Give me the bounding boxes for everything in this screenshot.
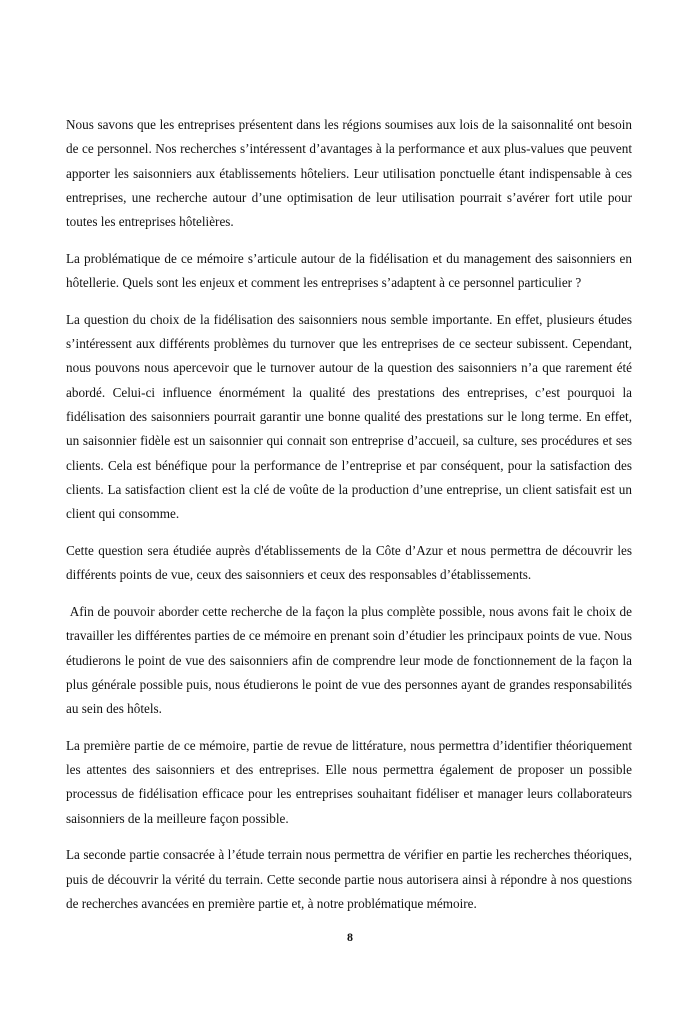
paragraph-approach: Afin de pouvoir aborder cette recherche de la façon la plus complète possible, nous avons fait le choix de travailler les différentes parties de ce mémoire en prenant soin d’étudier les principaux points de vue. Nous étudierons le point de vue des saisonniers afin de comprendre leur mode de fonctionnement de la façon la plus générale possible puis, nous étudierons le point de vue des personnes ayant de grandes responsabilités au sein des hôtels. [66,603,636,717]
document-body [66,113,636,929]
paragraph-study-location: Cette question sera étudiée auprès d'établissements de la Côte d’Azur et nous permettra de découvrir les différents points de vue, ceux des saisonniers et ceux des responsables d’établissements. [66,542,632,583]
paragraph-context: Nous savons que les entreprises présentent dans les régions soumises aux lois de la saisonnalité ont besoin de ce personnel. Nos recherches s’intéressent d’avantages à la performance et aux plus-values que peuvent apporter les saisonniers aux établissements hôteliers. Leur utilisation ponctuelle étant indispensable à ces entreprises, une recherche autour d’une optimisation de leur utilisation pourrait s’avérer fort utile pour toutes les entreprises hôtelières. [66,117,632,230]
paragraph-question-choice: La question du choix de la fidélisation des saisonniers nous semble importante. En effet, plusieurs études s’intéressent aux différents problèmes du turnover que les entreprises de ce secteur subissent. Cependant, nous pouvons nous apercevoir que le turnover autour de la question des saisonniers n’a que rarement été abordé. Celui-ci influence énormément la qualité des prestations des entreprises, c’est pourquoi la fidélisation des saisonniers pourrait garantir une bonne qualité des prestations sur le long terme. En effet, un saisonnier fidèle est un saisonnier qui connait son entreprise d’accueil, sa culture, ses procédures et ses clients. Cela est bénéfique pour la performance de l’entreprise et par conséquent, pour la satisfaction des clients. La satisfaction client est la clé de voûte de la production d’une entreprise, un client satisfait est un client qui consomme. [66,311,632,522]
page-number: 8 [347,930,353,944]
paragraph-part-one: La première partie de ce mémoire, partie de revue de littérature, nous permettra d’identifier théoriquement les attentes des saisonniers et des entreprises. Elle nous permettra également de proposer un possible processus de fidélisation efficace pour les entreprises souhaitant fidéliser et manager leurs collaborateurs saisonniers de la meilleure façon possible. [66,737,632,826]
paragraph-problematic: La problématique de ce mémoire s’articule autour de la fidélisation et du management des saisonniers en hôtellerie. Quels sont les enjeux et comment les entreprises s’adaptent à ce personnel particulier ? [66,250,632,291]
paragraph-part-two: La seconde partie consacrée à l’étude terrain nous permettra de vérifier en partie les recherches théoriques, puis de découvrir la vérité du terrain. Cette seconde partie nous autorisera ainsi à répondre à nos questions de recherches avancées en première partie et, à notre problématique mémoire. [66,847,632,911]
